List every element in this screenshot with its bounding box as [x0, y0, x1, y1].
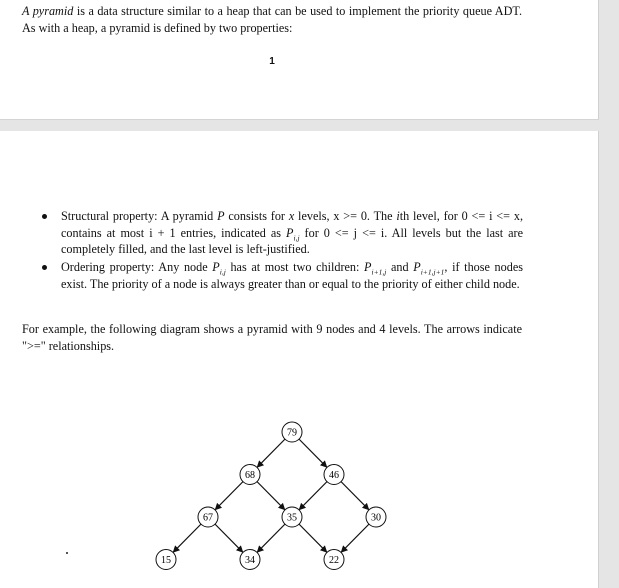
intro-paragraph	[22, 3, 522, 36]
arrow-n46-n35	[299, 482, 327, 510]
arrow-n67-n15	[173, 524, 201, 552]
node-value-label: 15	[161, 555, 171, 566]
node-35	[282, 507, 302, 527]
node-value-label: 79	[287, 427, 297, 439]
stray-mark	[66, 552, 68, 554]
node-value-label: 30	[371, 512, 381, 524]
document-page-1	[0, 0, 599, 120]
pyramid-diagram	[140, 421, 400, 588]
node-15	[156, 550, 176, 570]
pyramid-term: A pyramid	[22, 4, 74, 18]
arrow-n68-n35	[257, 482, 285, 510]
arrow-n67-n34	[215, 524, 243, 552]
example-paragraph: For example, the following diagram shows a pyramid with 9 nodes and 4 levels. The arrows indicate ">=" relationships.	[22, 322, 522, 353]
node-30	[366, 507, 386, 527]
property-list	[42, 208, 523, 294]
ordering-property-item: Ordering property: Any node $P_{i,j}$ has at most two children: $P_{i+1,j}$ and $P_{i+1,j+1}$, if those nodes exist. The priority of a node is always greater than or equal to the priority of either child node.	[42, 259, 523, 292]
arrow-n68-n67	[215, 482, 243, 510]
structural-property-item: Structural property: A pyramid P consists for x levels, x >= 0. The ith level, for 0 <= i <= x, contains at most i + 1 entries, indicated as $P_{i,j}$ for 0 <= j <= i. All levels but the last are completely filled, and the last level is left-justified.	[42, 208, 523, 258]
node-value-label: 68	[245, 470, 255, 481]
node-46	[324, 465, 344, 485]
intro-text: is a data structure similar to a heap that can be used to implement the priority queue ADT. As with a heap, a pyramid is defined by two properties:	[22, 4, 522, 35]
node-value-label: 34	[245, 555, 255, 566]
node-22	[324, 550, 344, 570]
node-68	[240, 465, 260, 485]
arrow-n46-n30	[341, 482, 369, 510]
node-value-label: 22	[329, 555, 339, 566]
bullet-dot	[42, 265, 47, 270]
node-34	[240, 550, 260, 570]
page-number: 1	[269, 56, 275, 67]
node-79	[282, 422, 302, 442]
arrow-n30-n22	[341, 524, 369, 552]
node-value-label: 46	[329, 470, 339, 481]
arrow-n35-n22	[299, 524, 327, 552]
bullet-dot	[42, 214, 47, 219]
document-page-2	[0, 131, 599, 588]
arrow-n79-n68	[257, 439, 285, 467]
arrow-n79-n46	[299, 439, 327, 467]
node-value-label: 67	[203, 512, 213, 524]
node-value-label: 35	[287, 512, 297, 524]
arrow-n35-n34	[257, 524, 285, 552]
node-67	[198, 507, 218, 527]
